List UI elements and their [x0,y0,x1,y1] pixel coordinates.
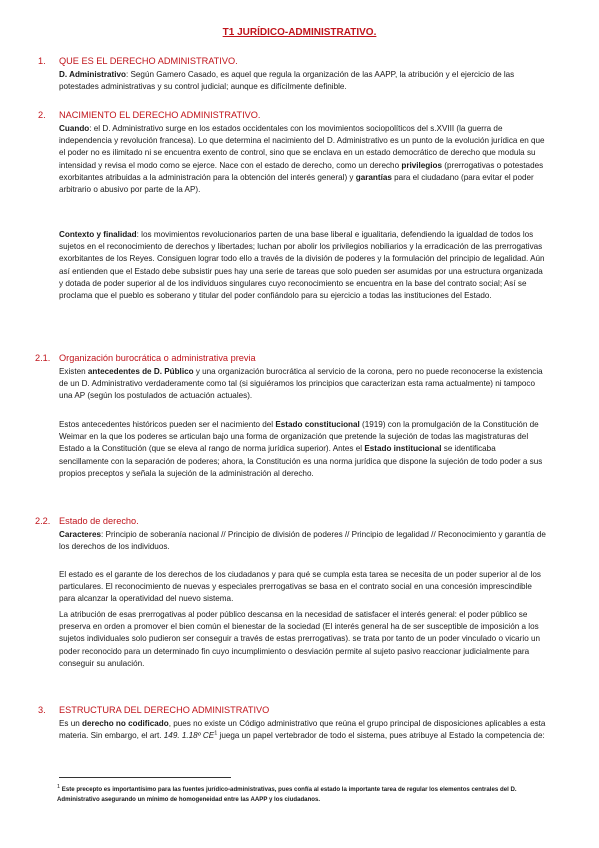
paragraph: El estado es el garante de los derechos de los ciudadanos y para qué se cumpla esta tarea se necesita de un poder superior al de los particulares. El reconocimiento de nuevas y especiales prerrogativas se basa en el contrato social en una concesión imprescindible para alcanzar la operatividad del nuevo sistema. [59,570,541,604]
paragraph-text: Es un [59,719,83,728]
footnote-divider [59,777,231,778]
paragraph-text: : el D. Administrativo surge en los estados occidentales con los movimientos sociopolíticos del s.XVIII (la guerra de independencia y revolución francesa). Lo que determina el nacimiento del D. Administrativo es un punto de la evolución jurídica en que el poder no es ilimitado ni se encuentra exento de control, sino que se enclava en un estado democrático de derecho que modula su intensidad y revisa el modo como se ejerce. Nace con el estado de derecho, como un derecho [59,124,545,170]
paragraph [59,123,547,196]
footnote-number: 1 [57,783,61,790]
section-heading: QUE ES EL DERECHO ADMINISTRATIVO. [59,56,238,66]
emphasis: Estado constitucional [275,420,360,429]
term-label: Caracteres [59,530,102,539]
emphasis: derecho no codificado [82,719,169,728]
paragraph-text: Estos antecedentes históricos pueden ser el nacimiento del [59,420,276,429]
emphasis: garantías [355,172,392,182]
term-label: Contexto y finalidad [59,230,137,239]
paragraph-text: : Según Gamero Casado, es aquel que regula la organización de las AAPP, la atribución y el ejercicio de las potestades administrativas y su control judicial; aunque es difícilmente definible. [59,70,515,92]
paragraph [59,229,547,302]
paragraph [59,529,547,553]
paragraph [59,419,547,480]
term-label: D. Administrativo [59,70,126,79]
section-number: 2.2. [35,516,51,526]
paragraph-text: (prerrogativas o potestades exorbitantes atribuidas a la administración para la obtención del interés general) y [59,160,544,182]
emphasis: privilegios [401,160,442,170]
paragraph-text: , pues no existe un Código administrativo que reúna el grupo principal de disposiciones aplicables a esta materia. Sin embargo, el art. [59,719,546,741]
paragraph-text: para el ciudadano (para evitar el poder arbitrario o abusivo por parte de la AP). [59,172,534,195]
paragraph-text: Existen [59,367,88,376]
footnote-marker[interactable]: 1 [214,730,218,737]
footnote [57,785,547,804]
paragraph [59,366,547,403]
section-number: 2.1. [35,353,51,363]
emphasis: Estado institucional [364,444,442,454]
footnote-text: Este precepto es importantísimo para las fuentes jurídico-administrativas, pues confía al estado la importante tarea de regular los elementos centrales del D. Administrativo asegurando un mínimo de homogeneidad entre las AAPP y los ciudadanos. [57,786,517,803]
paragraph-text: (1919) con la promulgación de la Constitución de Weimar en la que los poderes se articulan bajo una forma de organización que pretende la sujeción de todas las magistraturas del Estado a la Constitución (que se eleva al rango de norma jurídica superior). Antes el [59,420,539,454]
section-number: 1. [38,56,46,66]
paragraph-text: : los movimientos revolucionarios parten de una base liberal e igualitaria, defendiendo la igualdad de todos los sujetos en el reconocimiento de derechos y libertades; luchan por abolir los privilegios nobiliarios y la erradicación de las prerrogativas exorbitantes de los Reyes. Consiguen lograr todo ello a través de la división de poderes y la formulación del principio de legalidad. Aún así entienden que el Estado debe subsistir pues hay una serie de tareas que solo pueden ser asumidas por una estructura organizada y dotada de poder superior al de los individuos singulares cuyo reconocimiento se encuentra en la base del contrato social; Así se proclama que el pueblo es soberano y titular del poder confiándolo para su ejercicio a todas las instituciones del Estado. [59,230,545,301]
document-title: T1 JURÍDICO-ADMINISTRATIVO. [222,27,377,38]
article-reference: 149. 1.18º CE [163,731,215,741]
section-heading: NACIMIENTO EL DERECHO ADMINISTRATIVO. [59,110,261,120]
term-label: Cuando [59,124,90,133]
section-heading: Estado de derecho. [59,516,139,526]
section-number: 2. [38,110,46,120]
section-heading: Organización burocrática o administrativa previa [59,353,256,363]
paragraph-text: se identificaba sencillamente con la separación de poderes; ahora, la Constitución es una norma jurídica que dispone la sujeción de todo poder a sus propios preceptos y señala la sujeción de la administración al derecho. [59,444,543,478]
emphasis: antecedentes de D. Público [87,367,194,376]
paragraph [59,718,547,742]
section-number: 3. [38,705,46,715]
paragraph-text: juega un papel vertebrador de todo el sistema, pues atribuye al Estado la competencia de: [217,731,545,741]
paragraph [59,69,547,93]
paragraph: La atribución de esas prerrogativas al poder público descansa en la necesidad de satisfacer el interés general: el poder público se preserva en orden a promover el bien común el bienestar de la sociedad (El interés general ha de ser susceptible de imposición a los sujetos individuales solo pudieron ser conseguir a través de estas prerrogativas). se trata por tanto de un poder vinculado o vicario un poder reconocido para un determinado fin cuyo incumplimiento o desviación permite al sujeto pasivo reaccionar judicialmente para conseguir su anulación. [59,610,541,668]
section-heading: ESTRUCTURA DEL DERECHO ADMINISTRATIVO [59,705,270,715]
paragraph-text: y una organización burocrática al servicio de la corona, pero no puede reconocerse la existencia de un D. Administrativo verdaderamente como tal (si siguiéramos los principios que caracterizan esta rama actualmente) ni tampoco una AP (según los postulados de actuación actuales). [59,367,543,401]
paragraph-text: : Principio de soberanía nacional // Principio de división de poderes // Principio de legalidad // Reconocimiento y garantía de los derechos de los individuos. [59,530,546,552]
